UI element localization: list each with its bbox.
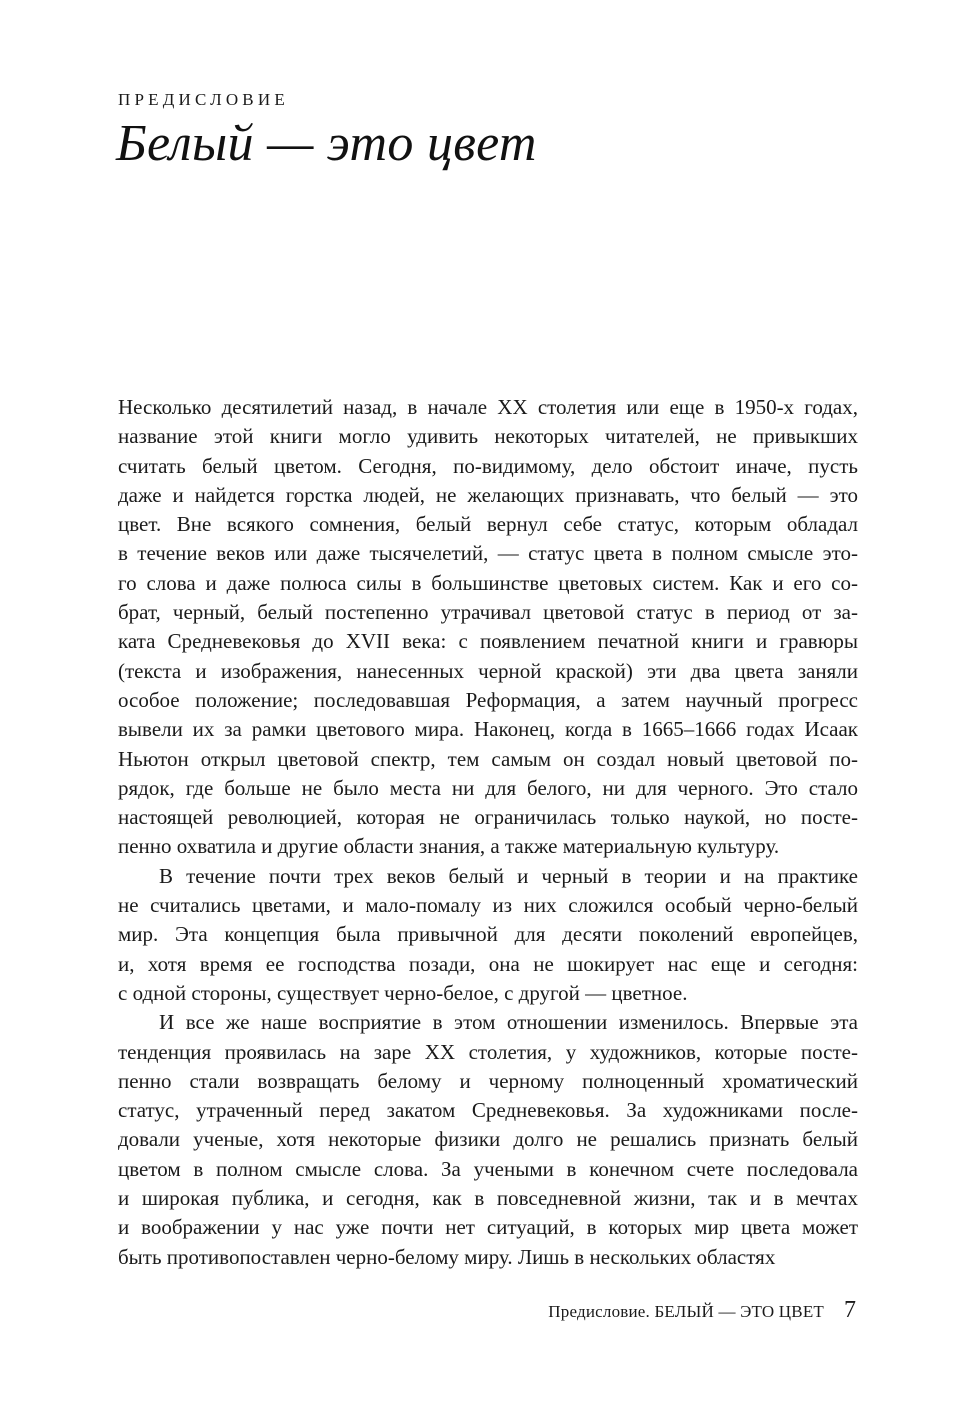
text-line: В течение почти трех веков белый и черный в теории и на практике <box>159 863 858 888</box>
text-line: пенно охватила и другие области знания, а также материальную культуру. <box>118 834 780 859</box>
text-line: название этой книги могло удивить некоторых читателей, не привыкших <box>118 424 858 449</box>
text-line: с одной стороны, существует черно-белое, с другой — цветное. <box>118 980 688 1005</box>
paragraph <box>118 1008 858 1272</box>
text-line: го слова и даже полюса силы в большинстве цветовых систем. Как и его со- <box>118 570 858 595</box>
text-line: статус, утраченный перед закатом Средневековья. За художниками после- <box>118 1098 858 1123</box>
text-line: не считались цветами, и мало-помалу из них сложился особый черно-белый <box>118 893 858 918</box>
paragraph <box>118 862 858 1008</box>
text-line: даже и найдется горстка людей, не желающих признавать, что белый — это <box>118 482 858 507</box>
text-line: довали ученые, хотя некоторые физики долго не решались признать белый <box>118 1127 858 1152</box>
page-footer <box>548 1297 856 1324</box>
text-line: (текста и изображения, нанесенных черной краской) эти два цвета заняли <box>118 658 858 683</box>
text-line: в течение веков или даже тысячелетий, — статус цвета в полном смысле это- <box>118 541 858 566</box>
text-line: и воображении у нас уже почти нет ситуаций, в которых мир цвета может <box>118 1215 858 1240</box>
paragraph <box>118 393 858 862</box>
text-line: и, хотя время ее господства позади, она не шокирует нас еще и сегодня: <box>118 951 858 976</box>
text-line: брат, черный, белый постепенно утрачивал цветовой статус в период от за- <box>118 600 858 625</box>
text-line: мир. Эта концепция была привычной для десяти поколений европейцев, <box>118 922 858 947</box>
text-line: ката Средневековья до XVII века: с появлением печатной книги и гравюры <box>118 629 858 654</box>
text-line: тенденция проявилась на заре XX столетия, у художников, которые посте- <box>118 1039 858 1064</box>
text-line: Ньютон открыл цветовой спектр, тем самым он создал новый цветовой по- <box>118 746 858 771</box>
text-line: цвет. Вне всякого сомнения, белый вернул себе статус, которым обладал <box>118 512 858 537</box>
chapter-title: Белый — это цвет <box>116 115 537 172</box>
text-line: быть противопоставлен черно-белому миру. Лишь в нескольких областях <box>118 1244 776 1269</box>
text-line: И все же наше восприятие в этом отношении изменилось. Впервые эта <box>159 1010 858 1035</box>
text-line: особое положение; последовавшая Реформация, а затем научный прогресс <box>118 687 858 712</box>
text-line: Несколько десятилетий назад, в начале XX столетия или еще в 1950-х годах, <box>118 395 858 419</box>
body-text <box>118 393 858 1272</box>
text-line: пенно стали возвращать белому и черному полноценный хроматический <box>118 1068 858 1093</box>
text-line: настоящей революцией, которая не ограничилась только наукой, но посте- <box>118 805 858 830</box>
text-line: считать белый цветом. Сегодня, по-видимому, дело обстоит иначе, пусть <box>118 453 858 478</box>
running-head: Предисловие. БЕЛЫЙ — ЭТО ЦВЕТ <box>548 1302 824 1321</box>
text-line: цветом в полном смысле слова. За учеными в конечном счете последовала <box>118 1156 858 1181</box>
text-line: и широкая публика, и сегодня, как в повседневной жизни, так и в мечтах <box>118 1186 858 1211</box>
text-line: рядок, где больше не было места ни для белого, ни для черного. Это стало <box>118 775 858 800</box>
page-number: 7 <box>844 1297 856 1323</box>
chapter-kicker: ПРЕДИСЛОВИЕ <box>118 90 289 109</box>
text-line: вывели их за рамки цветового мира. Наконец, когда в 1665–1666 годах Исаак <box>118 717 858 742</box>
